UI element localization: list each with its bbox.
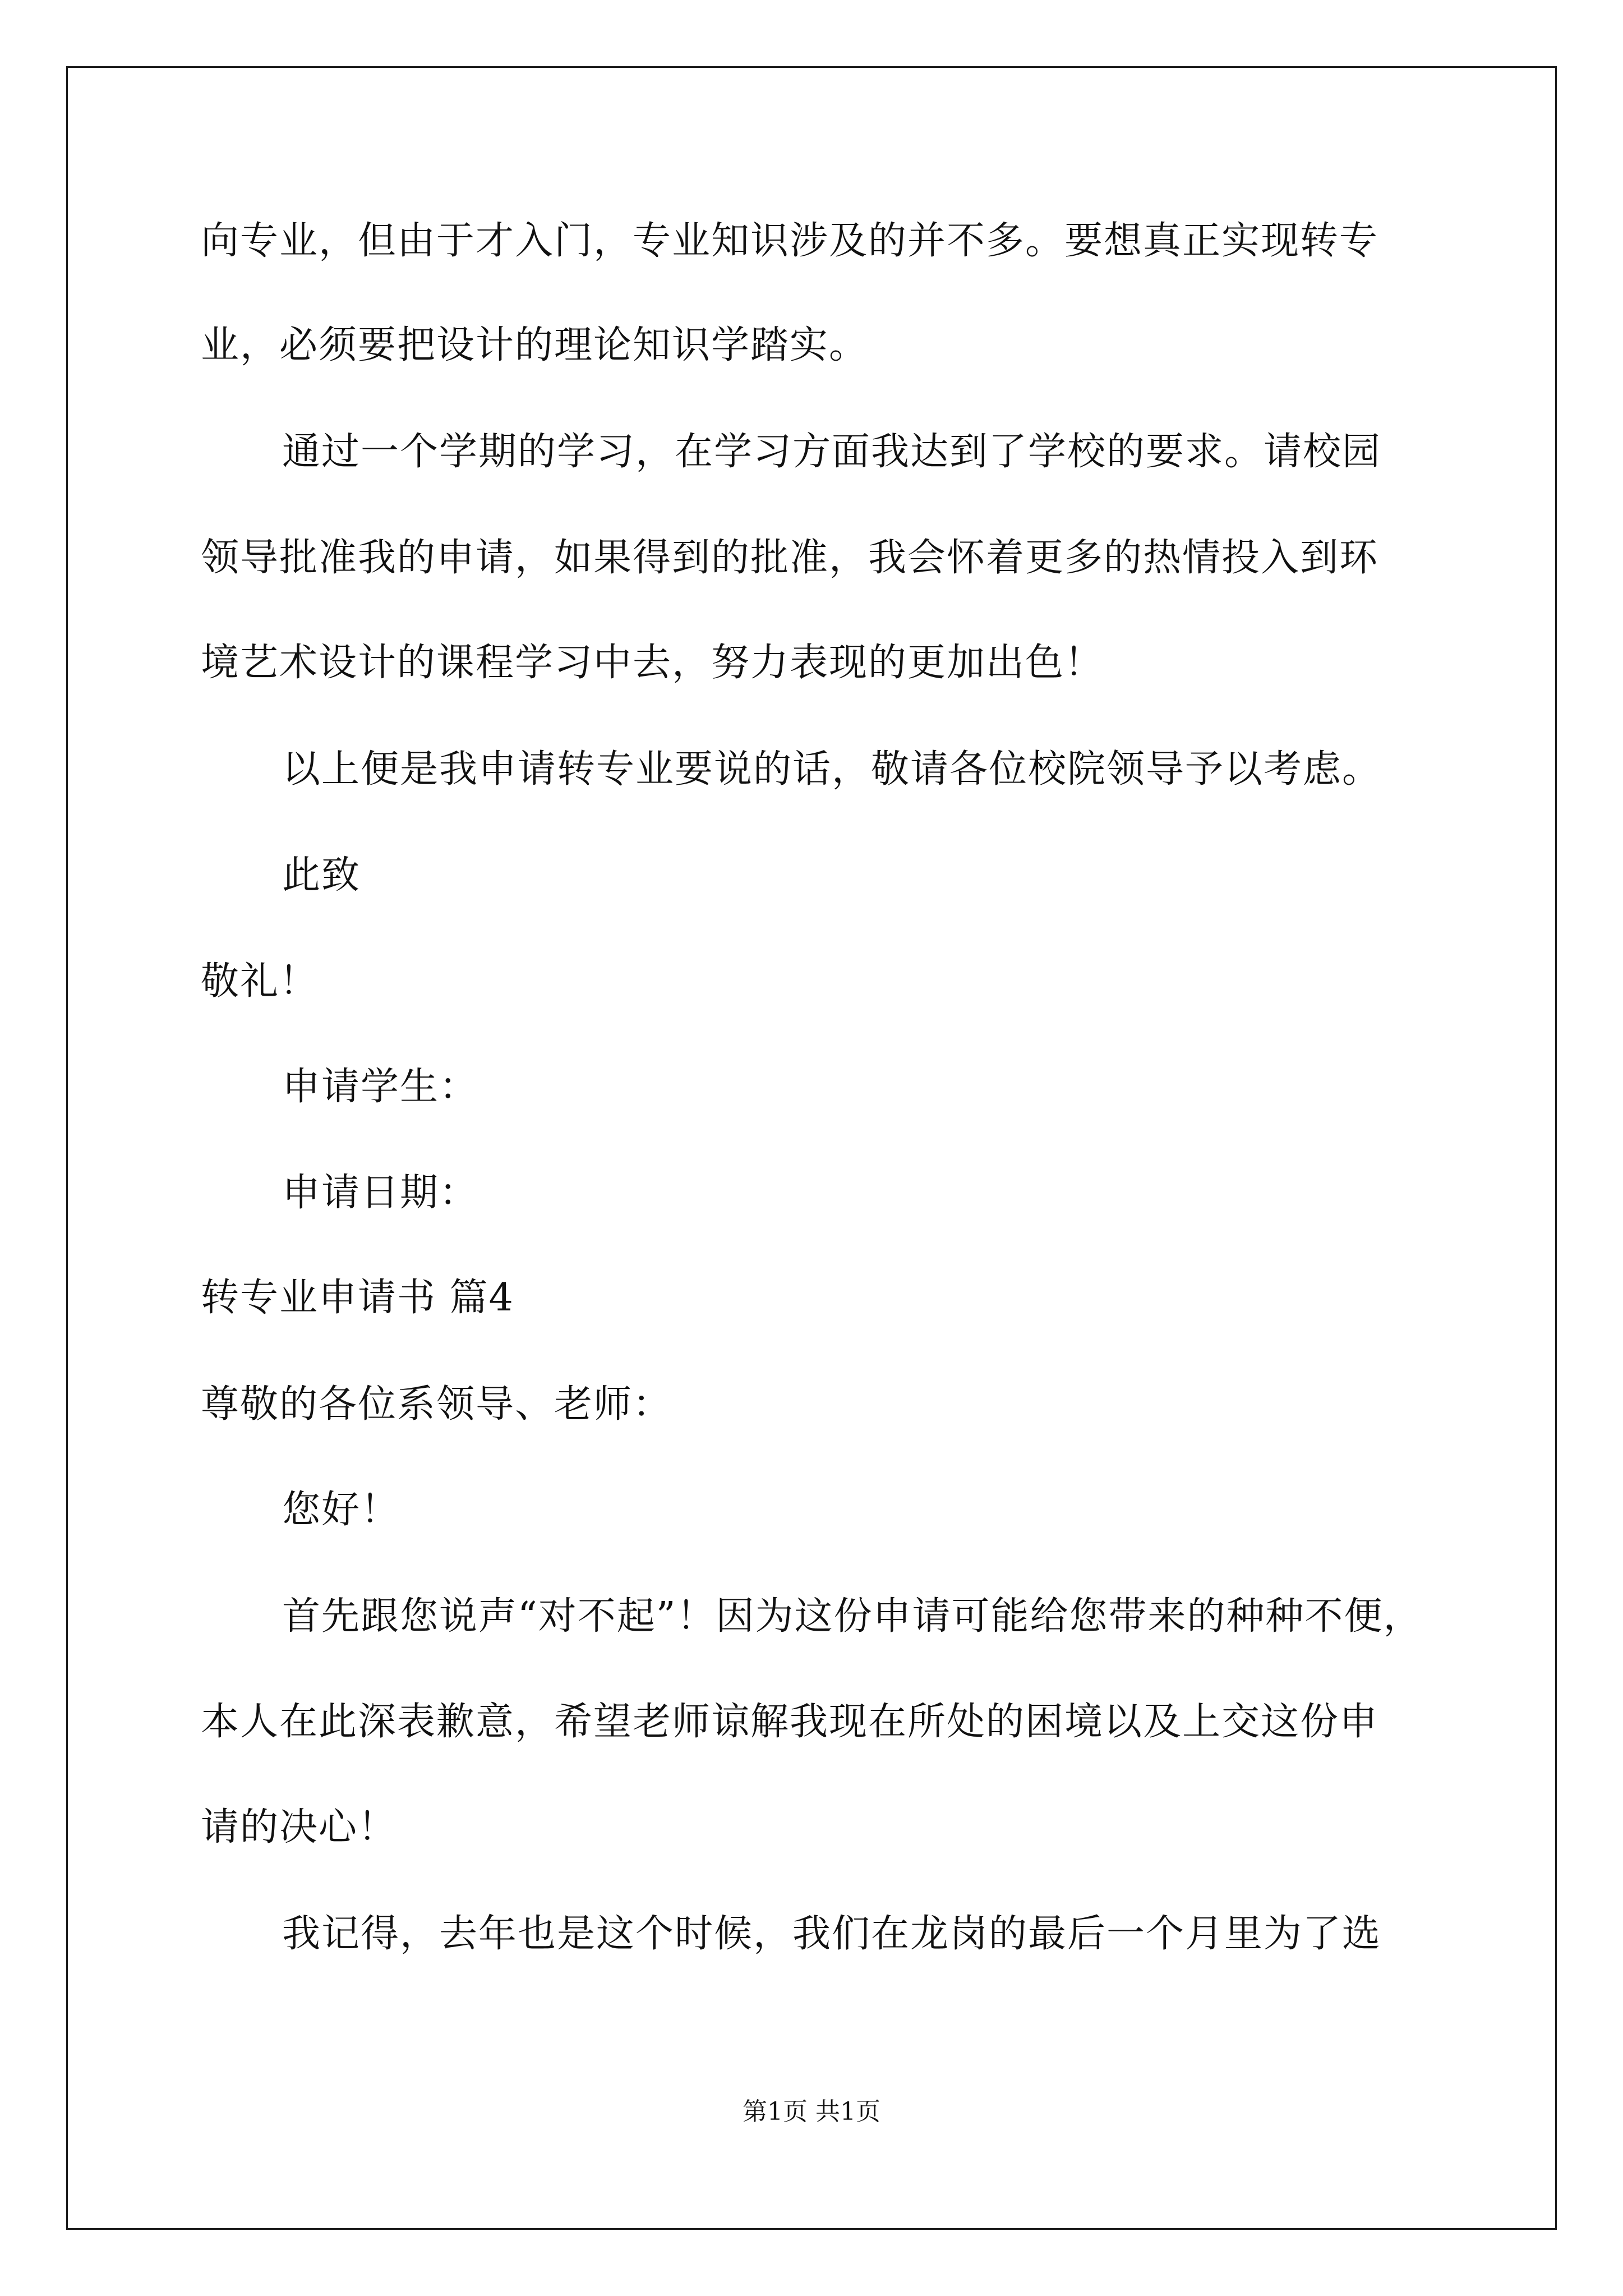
closing-salutation: 此致 xyxy=(282,853,361,898)
applicant-label: 申请学生： xyxy=(282,1065,479,1109)
paragraph-line: 我记得，去年也是这个时候，我们在龙岗的最后一个月里为了选 xyxy=(282,1912,1382,1956)
page-border xyxy=(66,66,1557,2230)
paragraph-line: 向专业，但由于才入门，专业知识涉及的并不多。要想真正实现转专 xyxy=(201,219,1379,263)
paragraph-line: 领导批准我的申请，如果得到的批准，我会怀着更多的热情投入到环 xyxy=(201,536,1379,580)
section-heading: 转专业申请书 篇4 xyxy=(201,1276,514,1320)
paragraph-line: 以上便是我申请转专业要说的话，敬请各位校院领导予以考虑。 xyxy=(282,747,1382,792)
page-footer: 第1页 共1页 xyxy=(743,2097,880,2126)
paragraph-line: 业，必须要把设计的理论知识学踏实。 xyxy=(201,323,869,367)
paragraph-line: 境艺术设计的课程学习中去，努力表现的更加出色！ xyxy=(201,641,1104,685)
paragraph-line: 请的决心！ xyxy=(201,1805,398,1849)
paragraph-line: 首先跟您说声“对不起”！因为这份申请可能给您带来的种种不便， xyxy=(282,1594,1423,1639)
date-label: 申请日期： xyxy=(282,1171,479,1215)
paragraph-line: 本人在此深表歉意，希望老师谅解我现在所处的困境以及上交这份申 xyxy=(201,1700,1379,1744)
closing-regards: 敬礼！ xyxy=(201,959,319,1004)
paragraph-line: 通过一个学期的学习，在学习方面我达到了学校的要求。请校园 xyxy=(282,430,1382,474)
greeting: 尊敬的各位系领导、老师： xyxy=(201,1382,672,1427)
greeting-hello: 您好！ xyxy=(282,1488,400,1532)
